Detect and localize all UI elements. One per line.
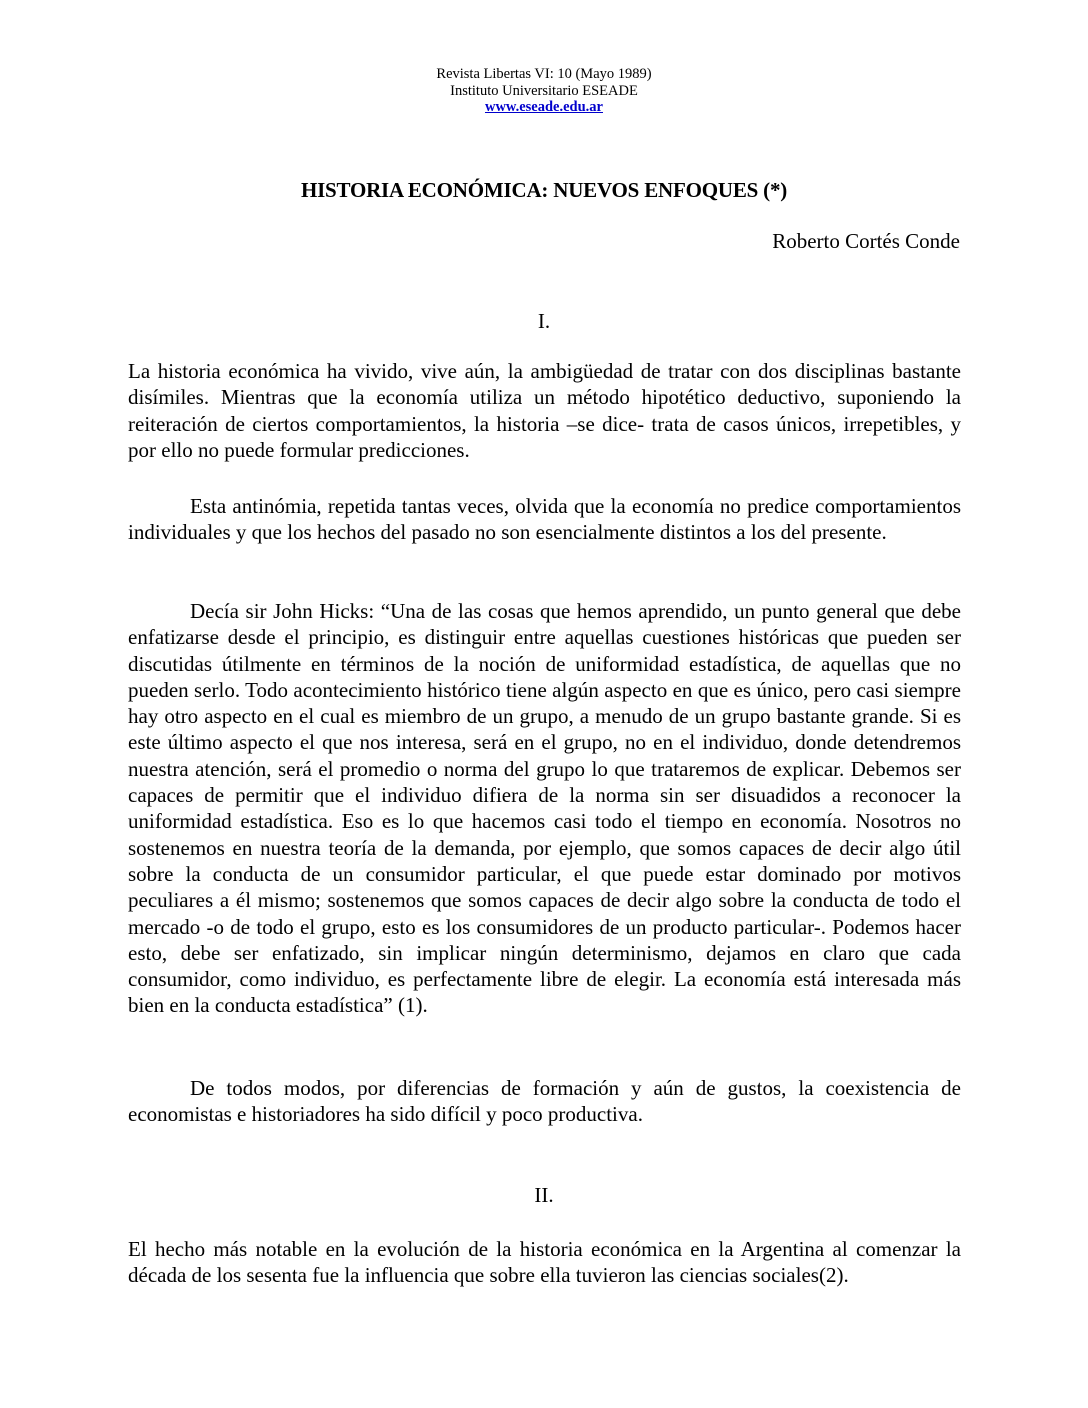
section-heading-1: I.	[537, 309, 551, 333]
author-name: Roberto Cortés Conde	[772, 229, 960, 253]
institution-name: Instituto Universitario ESEADE	[450, 82, 638, 99]
website-link[interactable]: www.eseade.edu.ar	[484, 99, 603, 115]
journal-header	[0, 66, 1088, 116]
paragraph: Esta antinómia, repetida tantas veces, olvida que la economía no predice comportamientos individuales y que los hechos del pasado no son esencialmente distintos a los del presente.	[128, 494, 961, 545]
paragraph: La historia económica ha vivido, vive aún, la ambigüedad de tratar con dos disciplinas bastante disímiles. Mientras que la economía utiliza un método hipotético deductivo, suponiendo la reiteración de ciertos comportamientos, la historia –se dice- trata de casos únicos, irrepetibles, y por ello no puede formular predicciones.	[128, 359, 961, 462]
journal-citation: Revista Libertas VI: 10 (Mayo 1989)	[436, 66, 652, 82]
section-heading-2: II.	[534, 1183, 554, 1207]
paragraph-quote: Decía sir John Hicks: “Una de las cosas que hemos aprendido, un punto general que debe enfatizarse desde el principio, es distinguir entre aquellas cuestiones históricas que pueden ser discutidas útilmente en términos de la noción de uniformidad estadística, de aquellas que no pueden serlo. Todo acontecimiento histórico tiene algún aspecto en que es único, pero casi siempre hay otro aspecto en el cual es miembro de un grupo, a menudo de un grupo bastante grande. Si es este último aspecto el que nos interesa, será en el grupo, no en el individuo, donde detendremos nuestra atención, será el promedio o norma del grupo lo que trataremos de explicar. Debemos ser capaces de permitir que el individuo difiera de la norma sin ser disuadidos a reconocer la uniformidad estadística. Eso es lo que hacemos casi todo el tiempo en economía. Nosotros no sostenemos en nuestra teoría de la demanda, por ejemplo, que somos capaces de decir algo útil sobre la conducta de un consumidor particular, el que puede estar dominado por motivos peculiares a él mismo; sostenemos que somos capaces de decir algo sobre la conducta de todo el mercado -o de todo el grupo, esto es los consumidores de un producto particular-. Podemos hacer esto, debe ser enfatizado, sin implicar ningún determinismo, dejamos en claro que cada consumidor, como individuo, es perfectamente libre de elegir. La economía está interesada más bien en la conducta estadística” (1).	[128, 599, 961, 1018]
paragraph: De todos modos, por diferencias de formación y aún de gustos, la coexistencia de economistas e historiadores ha sido difícil y poco productiva.	[128, 1076, 961, 1127]
document-title: HISTORIA ECONÓMICA: NUEVOS ENFOQUES (*)	[300, 178, 788, 202]
paragraph: El hecho más notable en la evolución de la historia económica en la Argentina al comenzar la década de los sesenta fue la influencia que sobre ella tuvieron las ciencias sociales(2).	[128, 1237, 961, 1288]
